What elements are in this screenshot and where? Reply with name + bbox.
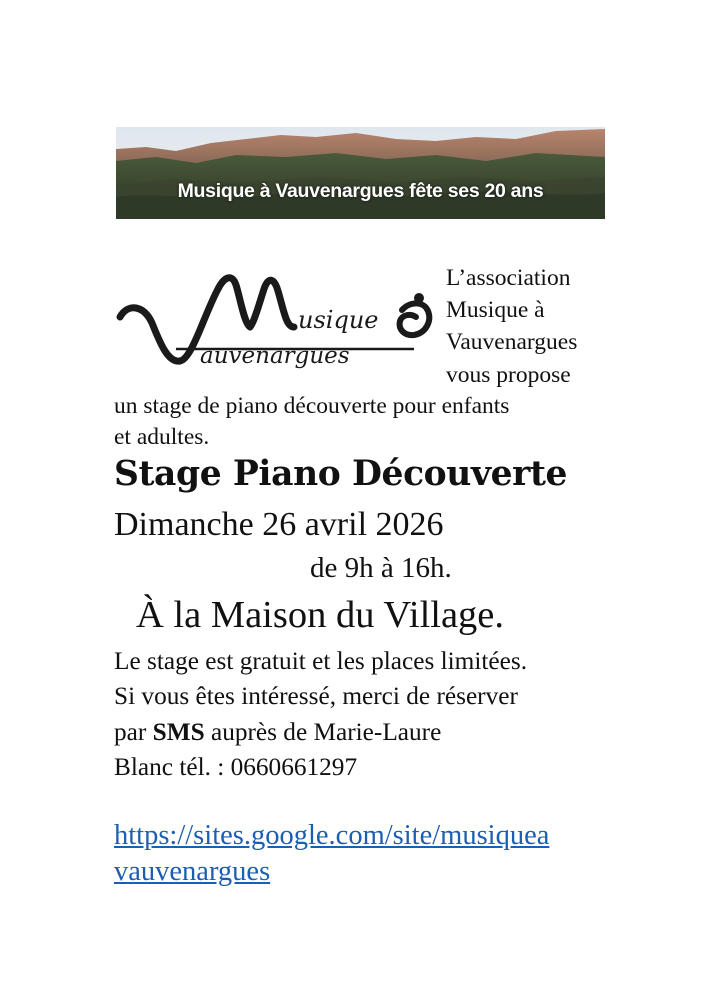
musique-vauvenargues-logo (114, 265, 439, 375)
event-title: Stage Piano Découverte (114, 454, 568, 494)
intro-line: et adultes. (114, 424, 210, 450)
event-date: Dimanche 26 avril 2026 (114, 506, 444, 543)
link-line[interactable]: https://sites.google.com/site/musiquea (114, 820, 550, 851)
banner-caption: Musique à Vauvenargues fête ses 20 ans (177, 180, 544, 202)
info-line: par SMS auprès de Marie-Laure (114, 717, 442, 746)
info-line: Le stage est gratuit et les places limitées. (114, 647, 528, 675)
event-time: de 9h à 16h. (310, 552, 452, 584)
phone-line: Blanc tél. : 0660661297 (114, 752, 358, 781)
intro-line: vous propose (446, 361, 571, 388)
intro-text-right (446, 262, 616, 391)
landscape-illustration (116, 127, 605, 219)
intro-line: un stage de piano découverte pour enfants (114, 393, 510, 419)
intro-line: Vauvenargues (446, 329, 578, 356)
intro-line: L’association (446, 265, 571, 291)
event-place: À la Maison du Village. (136, 594, 505, 636)
intro-text-continued (114, 391, 614, 453)
website-link[interactable] (114, 818, 614, 890)
svg-text:auvenargues: auvenargues (200, 343, 350, 369)
banner-image (116, 127, 605, 219)
intro-line: Musique à (446, 297, 545, 324)
sms-emphasis: SMS (152, 717, 205, 746)
svg-text:usique: usique (298, 306, 379, 334)
link-line[interactable]: vauvenargues (114, 856, 271, 887)
booking-info (114, 644, 614, 785)
info-line: Si vous êtes intéressé, merci de réserver (114, 682, 518, 711)
